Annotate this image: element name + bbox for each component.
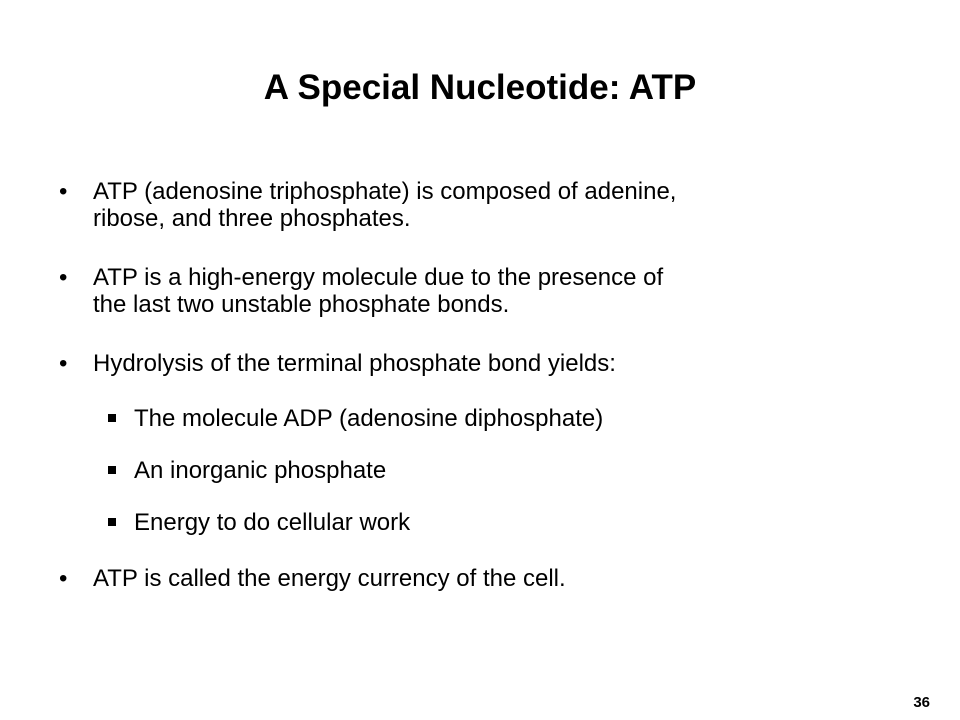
sub-bullet-text: The molecule ADP (adenosine diphosphate)	[134, 405, 604, 432]
bullet-marker: •	[59, 178, 68, 205]
sub-bullet-item-1	[106, 405, 886, 432]
page-number: 36	[913, 694, 930, 711]
bullet-item-2	[59, 264, 889, 318]
square-bullet-icon	[106, 457, 134, 484]
bullet-text: Hydrolysis of the terminal phosphate bond yields:	[93, 350, 616, 377]
bullet-text: ATP is called the energy currency of the cell.	[93, 565, 566, 592]
bullet-marker: •	[59, 565, 68, 592]
slide-title: A Special Nucleotide: ATP	[263, 68, 697, 107]
bullet-text	[93, 264, 889, 318]
sub-bullet-item-2	[106, 457, 886, 484]
bullet-text	[93, 178, 889, 232]
bullet-text-line: ATP is a high-energy molecule due to the presence of	[93, 264, 664, 291]
bullet-item-4	[59, 565, 889, 592]
bullet-marker: •	[59, 264, 68, 291]
bullet-text-line: ribose, and three phosphates.	[93, 205, 411, 232]
sub-bullet-item-3	[106, 509, 886, 536]
square-bullet-icon	[106, 509, 134, 536]
bullet-item-3	[59, 350, 889, 377]
bullet-text-line: the last two unstable phosphate bonds.	[93, 291, 510, 318]
bullet-item-1	[59, 178, 889, 232]
bullet-marker: •	[59, 350, 68, 377]
sub-bullet-text: An inorganic phosphate	[134, 457, 387, 484]
bullet-text-line: ATP (adenosine triphosphate) is composed of adenine,	[93, 178, 677, 205]
square-bullet-icon	[106, 405, 134, 432]
sub-bullet-text: Energy to do cellular work	[134, 509, 411, 536]
